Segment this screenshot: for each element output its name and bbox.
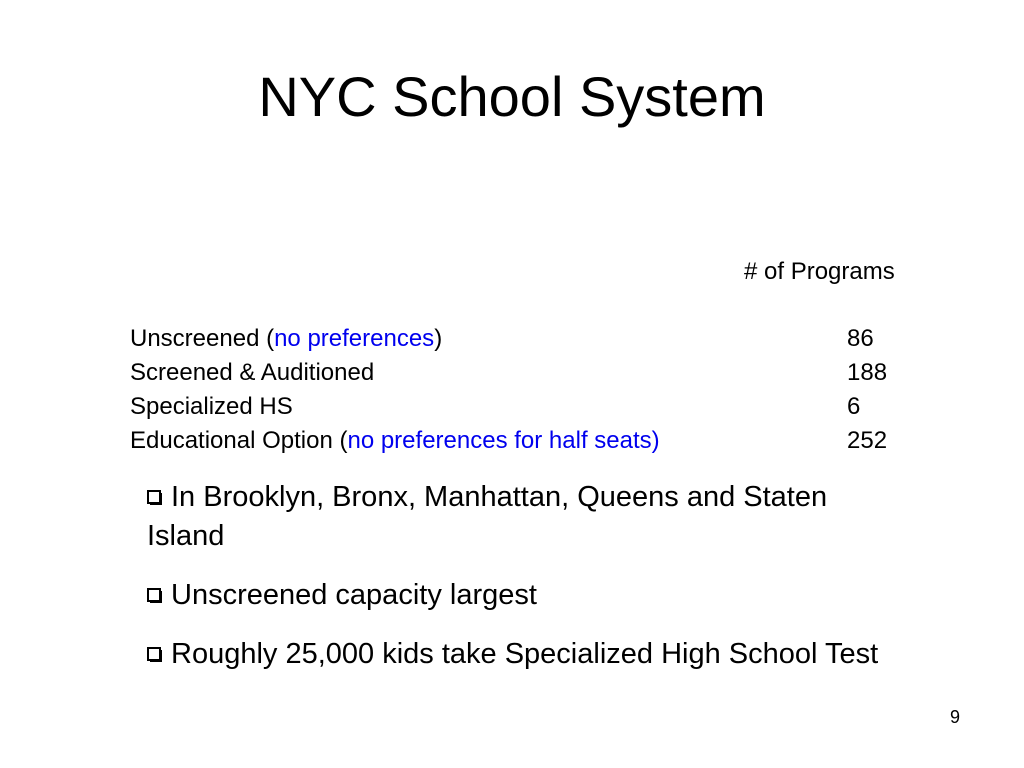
bullet-item	[147, 576, 887, 615]
row-value: 86	[847, 325, 874, 352]
slide-title: NYC School System	[258, 65, 766, 128]
row-label-close: )	[434, 325, 443, 352]
row-label-text: Educational Option (	[130, 427, 348, 454]
row-value: 6	[847, 393, 861, 420]
table-row-specialized-hs	[130, 390, 930, 424]
bullet-item	[147, 635, 887, 674]
row-note: no preferences	[274, 325, 435, 352]
checkbox-icon	[147, 647, 161, 661]
page-number: 9	[950, 707, 961, 727]
bullet-text: Unscreened capacity largest	[171, 579, 537, 611]
bullet-text: In Brooklyn, Bronx, Manhattan, Queens and Staten Island	[147, 481, 828, 552]
row-value: 188	[847, 359, 888, 386]
row-note: no preferences for half seats)	[347, 427, 660, 454]
table-row-unscreened	[130, 322, 930, 356]
row-label	[130, 322, 442, 356]
bullet-list	[147, 478, 887, 694]
checkbox-icon	[147, 588, 161, 602]
row-value: 252	[847, 427, 888, 454]
checkbox-icon	[147, 490, 161, 504]
row-label: Screened & Auditioned	[130, 359, 375, 386]
row-label	[130, 424, 660, 458]
table-row-educational-option	[130, 424, 930, 458]
row-label: Specialized HS	[130, 393, 293, 420]
bullet-text: Roughly 25,000 kids take Specialized High School Test	[171, 638, 879, 670]
table-row-screened-auditioned	[130, 356, 930, 390]
programs-column-header: # of Programs	[744, 258, 895, 285]
bullet-item	[147, 478, 887, 556]
row-label-text: Unscreened (	[130, 325, 275, 352]
